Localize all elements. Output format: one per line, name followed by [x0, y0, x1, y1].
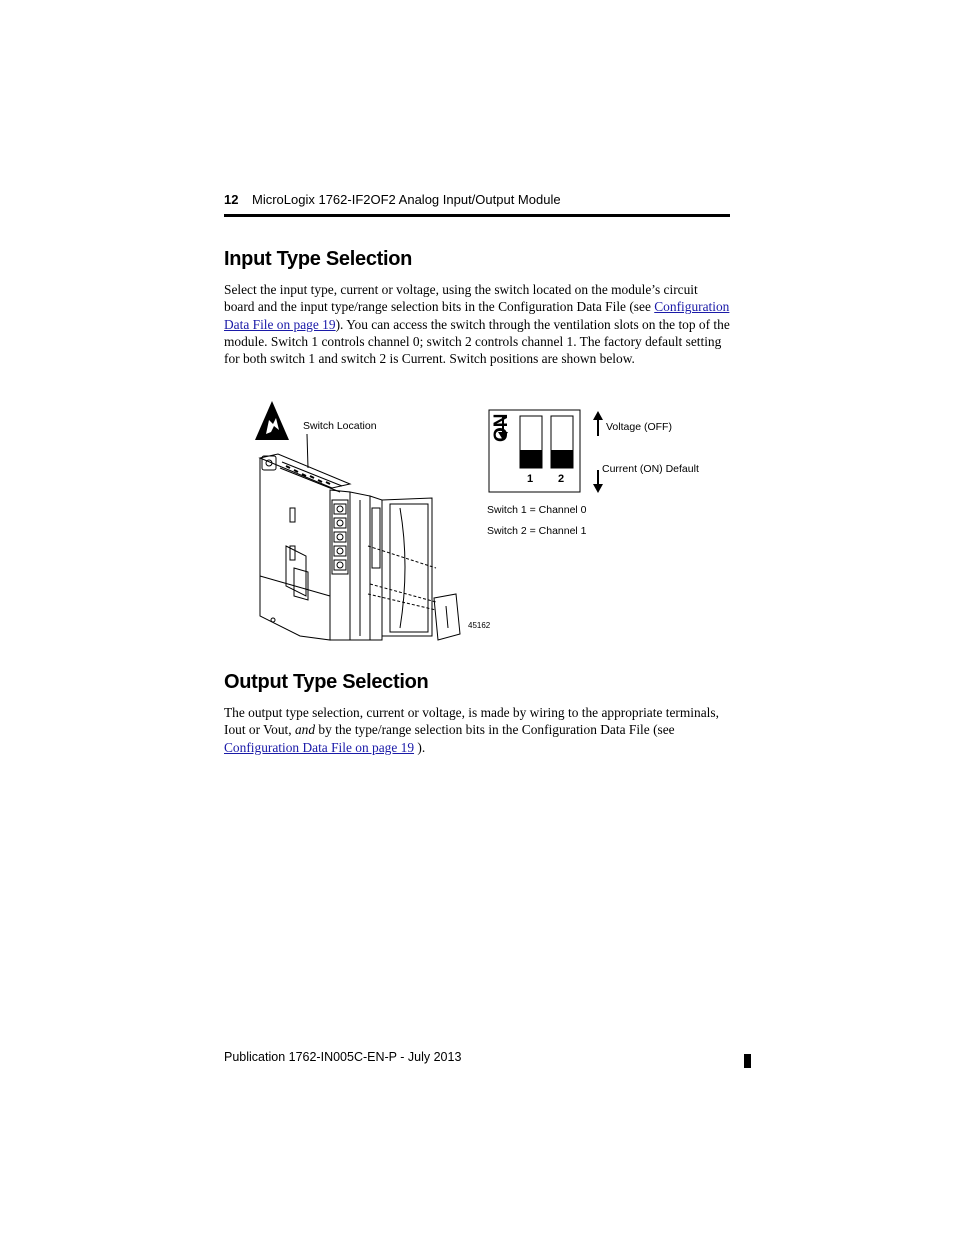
switch-location-label: Switch Location — [303, 420, 377, 432]
section-heading-output-type: Output Type Selection — [224, 671, 429, 693]
page-number: 12 — [224, 192, 239, 207]
config-data-file-link[interactable]: Configuration Data File on page 19 — [224, 299, 730, 332]
switch-2-mapping: Switch 2 = Channel 1 — [487, 525, 587, 537]
terminal-screws — [334, 504, 346, 570]
voltage-off-label: Voltage (OFF) — [606, 421, 672, 433]
dip-switch-2-number: 2 — [558, 473, 565, 485]
output-type-paragraph — [224, 704, 730, 756]
current-on-default-label: Current (ON) Default — [602, 463, 699, 475]
config-data-file-link[interactable]: Configuration Data File on page 19 — [224, 739, 415, 755]
switch-figure — [250, 396, 720, 646]
footer-publication: Publication 1762-IN005C-EN-P - July 2013 — [224, 1050, 462, 1064]
input-paragraph-text-2: ). You can access the switch through the ventilation slots on the top of the module. Switch 1 controls channel 0; switch 2 controls channel 1. The factory default setting for both switch 1 and switch 2 is Current. Switch positions are shown below. — [224, 316, 730, 367]
page-header — [224, 192, 730, 218]
running-header-title: MicroLogix 1762-IF2OF2 Analog Input/Output Module — [252, 192, 561, 207]
footer-thumb-mark — [744, 1054, 751, 1068]
dip-on-label: ON — [491, 413, 512, 442]
module-illustration — [250, 396, 720, 646]
esd-warning-icon — [255, 401, 289, 440]
output-paragraph-text-3: ). — [414, 739, 426, 755]
arrow-up-icon — [593, 411, 603, 436]
module-body — [260, 454, 460, 640]
figure-number: 45162 — [468, 621, 491, 630]
section-heading-input-type: Input Type Selection — [224, 248, 413, 270]
output-paragraph-text-1: The output type selection, current or voltage, is made by wiring to the appropriate terminals, Iout or Vout, — [224, 705, 719, 738]
switch-1-mapping: Switch 1 = Channel 0 — [487, 504, 587, 516]
input-type-paragraph — [224, 281, 730, 367]
input-paragraph-text-1: Select the input type, current or voltage, using the switch located on the module’s circuit board and the input type/range selection bits in the Configuration Data File (see — [224, 282, 698, 315]
dip-switch-1-number: 1 — [527, 473, 534, 485]
header-rule — [224, 214, 730, 217]
output-paragraph-emphasis: and — [294, 722, 316, 738]
output-paragraph-text-2: by the type/range selection bits in the Configuration Data File (see — [315, 722, 675, 738]
